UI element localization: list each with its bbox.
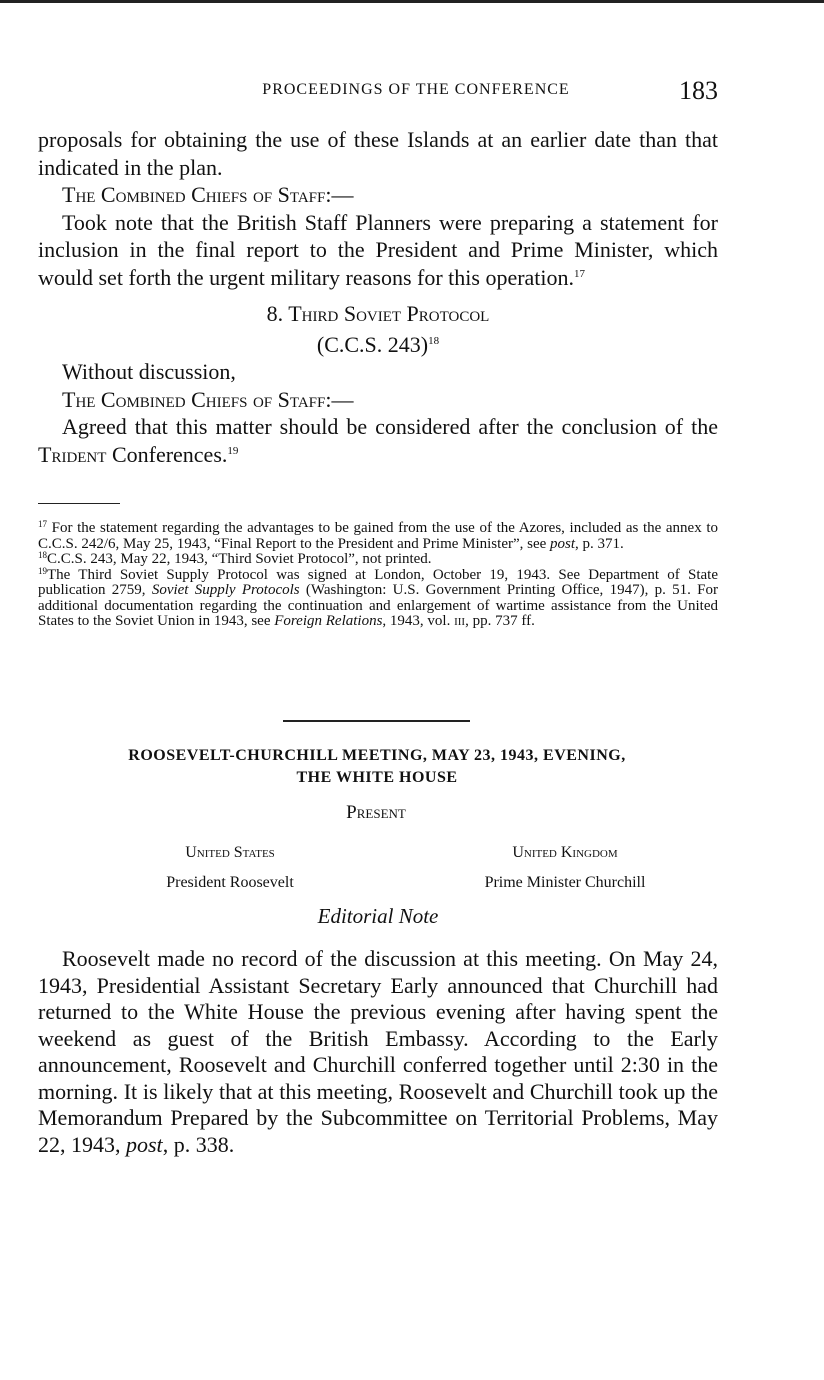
uk-participant: Prime Minister Churchill [484,874,646,891]
page-header [38,76,718,110]
ccs-number: (C.C.S. 243) [316,331,429,357]
paragraph-continuation: proposals for obtaining the use of these Islands at an earlier date than that indicated in the plan. [38,127,718,180]
footnote-19-text-3: , 1943, vol. [382,613,455,629]
meeting-title [60,745,694,789]
agreed-text: Agreed that this matter should be considered after the conclusion of the [62,414,718,439]
present-heading: Present [346,802,406,823]
us-participant: President Roosevelt [166,874,294,891]
ccs-heading-2-text: The Combined Chiefs of Staff:— [62,386,354,412]
footnote-17-text: For the statement regarding the advantages to be gained from the use of the Azores, included as the annex to C.C.S. 242/6, May 25, 1943, “Final Report to the President and Prime Minister”, see [38,520,718,552]
without-discussion: Without discussion, [62,359,236,384]
footnote-18-number: 18 [38,550,47,560]
footnote-ref-18: 18 [428,334,440,347]
main-text [38,126,718,468]
section-divider [283,720,470,722]
footnote-19-protocols: Soviet Supply Protocols [151,582,300,598]
ccs-heading-text: The Combined Chiefs of Staff:— [62,182,354,207]
footnote-17-post: post [550,535,576,552]
editorial-note-text: Roosevelt made no record of the discussion at this meeting. On May 24, 1943, Presidential Assistant Secretary Early announced that Churchill had returned to the White House the previous evening after having spent the weekend as guest of the British Embassy. According to the Early announcement, Roosevelt and Churchill conferred together until 2:30 in the morning. It is likely that at this meeting, Roosevelt and Churchill took up the Memorandum Prepared by the Subcommittee on Territorial Problems, May 22, 1943, [38,946,718,1157]
us-label: United States [185,844,275,861]
running-head: PROCEEDINGS OF THE CONFERENCE [262,81,570,98]
footnote-17 [38,521,718,552]
footnote-18-text: C.C.S. 243, May 22, 1943, “Third Soviet Protocol”, not printed. [47,551,432,567]
footnote-19-text-2: (Washington: U.S. Government Printing Office, 1947), p. 51. For additional documentation regarding the continuation and enlargement of wartime assistance from the United States to the Soviet Union in 1943, see [38,582,719,629]
footnote-rule [38,503,120,504]
top-border [0,0,824,3]
section-heading: 8. Third Soviet Protocol [266,301,490,326]
footnote-19-volume: iii [454,613,466,629]
footnote-17-number: 17 [38,519,47,529]
meeting-title-line-2: THE WHITE HOUSE [296,769,458,786]
footnote-19-foreign-relations: Foreign Relations [274,613,383,629]
uk-label: United Kingdom [512,844,618,861]
participants-uk [420,838,710,898]
editorial-note-end: , p. 338. [162,1131,235,1157]
took-note-text: Took note that the British Staff Planners were preparing a statement for inclusion in the final report to the President and Prime Minister, which would set forth the urgent military reasons for this operation. [38,209,718,290]
footnote-18 [38,552,718,568]
meeting-title-line-1: ROOSEVELT-CHURCHILL MEETING, MAY 23, 1943, EVENING, [128,747,626,764]
agreed-text-end: Conferences. [106,441,228,467]
participants-us [100,838,360,898]
editorial-note-heading: Editorial Note [317,904,439,928]
ccs-heading-2 [38,386,718,414]
ccs-heading [38,181,718,209]
editorial-note-paragraph [38,946,718,1158]
footnote-ref-19: 19 [227,444,239,457]
paragraph-took-note [38,209,718,292]
trident-word: Trident [38,441,107,467]
footnote-19-number: 19 [38,565,47,576]
section-subheading [38,331,718,359]
footnote-19-text: The Third Soviet Supply Protocol was signed at London, October 19, 1943. See Department of State publication 2759, [38,566,718,598]
footnote-ref-17: 17 [574,267,586,280]
paragraph-agreed [38,413,718,468]
footnotes [38,521,718,630]
editorial-note-body [38,946,718,1158]
page-number: 183 [679,76,718,105]
footnote-19 [38,565,719,630]
footnote-19-end: , pp. 737 ff. [465,613,535,629]
editorial-note-post: post [126,1131,163,1157]
footnote-17-end: , p. 371. [575,535,624,552]
